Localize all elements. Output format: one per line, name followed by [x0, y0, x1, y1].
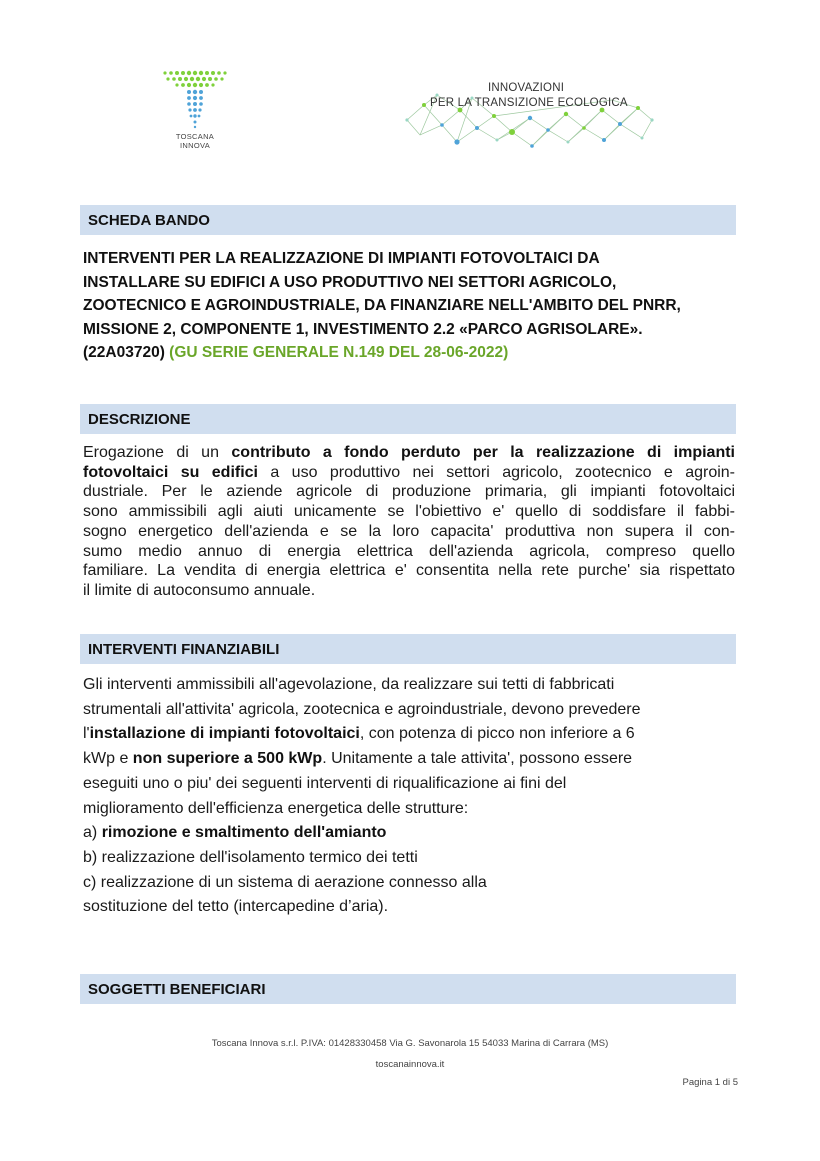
- page-number: Pagina 1 di 5: [682, 1077, 738, 1088]
- text-run: kWp e: [83, 750, 133, 768]
- list-item-c-continued: sostituzione del tetto (intercapedine d’aria).: [83, 898, 389, 916]
- section-heading: SOGGETTI BENEFICIARI: [88, 981, 266, 998]
- text-run: l': [83, 725, 90, 743]
- logo-dot-matrix: [163, 71, 226, 87]
- title-line: [83, 341, 743, 365]
- text-run-bold: fotovoltaici su edifici: [83, 463, 259, 481]
- interventions-line: [83, 722, 743, 747]
- left-logo-caption: TOSCANA INNOVA: [175, 132, 215, 150]
- title-line: INTERVENTI PER LA REALIZZAZIONE DI IMPIANTI FOTOVOLTAICI DA: [83, 250, 600, 267]
- section-heading: INTERVENTI FINANZIABILI: [88, 641, 280, 658]
- title-line: ZOOTECNICO E AGROINDUSTRIALE, DA FINANZIARE NELL'AMBITO DEL PNRR,: [83, 297, 681, 315]
- footer-website: toscanainnova.it: [375, 1059, 445, 1070]
- interventions-line: Gli interventi ammissibili all'agevolazione, da realizzare sui tetti di fabbricati: [83, 676, 615, 693]
- section-bar-descrizione: [80, 404, 736, 434]
- description-line: familiare. La vendita di energia elettrica e' consentita nella rete purche' sia rispettato: [83, 562, 735, 580]
- description-line: [83, 443, 735, 463]
- section-bar-interventi-finanziabili: [80, 634, 736, 664]
- interventions-line: eseguiti uno o piu' dei seguenti interventi di riqualificazione ai fini del: [83, 774, 567, 792]
- interventions-line: strumentali all'attivita' agricola, zootecnica e agroindustriale, devono prevedere: [83, 700, 641, 718]
- section-bar-scheda-bando: [80, 205, 736, 235]
- description-line: [83, 463, 735, 483]
- list-item-c: c) realizzazione di un sistema di aerazione connesso alla: [83, 873, 487, 891]
- title-line: MISSIONE 2, COMPONENTE 1, INVESTIMENTO 2.2 «PARCO AGRISOLARE».: [83, 320, 643, 338]
- description-line: sono ammissibili agli aiuti unicamente se l'obiettivo e' quello di soddisfare il fabbi-: [83, 503, 735, 521]
- document-title: [83, 247, 743, 365]
- text-run-bold: non superiore a 500 kWp: [132, 750, 323, 768]
- text-run: a uso produttivo nei settori agricolo, zootecnico e agroin-: [270, 463, 736, 481]
- interventions-paragraph: [83, 673, 743, 920]
- right-logo-subtitle: PER LA TRANSIZIONE ECOLOGICA: [430, 97, 628, 109]
- text-run: Erogazione di un: [83, 444, 219, 461]
- description-line: il limite di autoconsumo annuale.: [83, 581, 316, 599]
- section-heading: SCHEDA BANDO: [88, 212, 210, 229]
- section-bar-soggetti-beneficiari: [80, 974, 736, 1004]
- list-item-b: b) realizzazione dell'isolamento termico dei tetti: [83, 848, 418, 866]
- interventions-line: [83, 747, 743, 772]
- list-marker: a): [83, 824, 98, 842]
- text-run-bold: installazione di impianti fotovoltaici: [89, 725, 360, 743]
- description-line: sogno energetico dell'azienda e se la loro capacita' produttiva non supera il con-: [83, 522, 735, 540]
- logo-stem: [187, 90, 203, 128]
- title-line: INSTALLARE SU EDIFICI A USO PRODUTTIVO NEI SETTORI AGRICOLO,: [83, 273, 617, 291]
- interventions-line: miglioramento dell'efficienza energetica delle strutture:: [83, 799, 469, 817]
- right-logo-title: INNOVAZIONI: [488, 82, 565, 94]
- text-run: , con potenza di picco non inferiore a 6: [359, 725, 635, 743]
- text-run-bold: contributo a fondo perduto per la realizzazione di impianti: [231, 444, 735, 461]
- description-line: dustriale. Per le aziende agricole di produzione primaria, gli impianti fotovoltaici: [83, 483, 735, 501]
- section-heading: DESCRIZIONE: [88, 411, 191, 428]
- list-item-a: [83, 821, 743, 846]
- text-run: . Unitamente a tale attivita', possono essere: [322, 750, 633, 768]
- description-line: sumo medio annuo di energia elettrica dell'azienda agricola, compreso quello: [83, 542, 735, 560]
- gazette-reference: (GU SERIE GENERALE N.149 DEL 28-06-2022): [169, 344, 509, 362]
- footer-company-info: Toscana Innova s.r.l. P.IVA: 01428330458 Via G. Savonarola 15 54033 Marina di Carrara (MS): [211, 1038, 609, 1049]
- title-code: (22A03720): [83, 344, 165, 362]
- text-run-bold: rimozione e smaltimento dell'amianto: [101, 824, 387, 842]
- description-paragraph: [83, 443, 735, 601]
